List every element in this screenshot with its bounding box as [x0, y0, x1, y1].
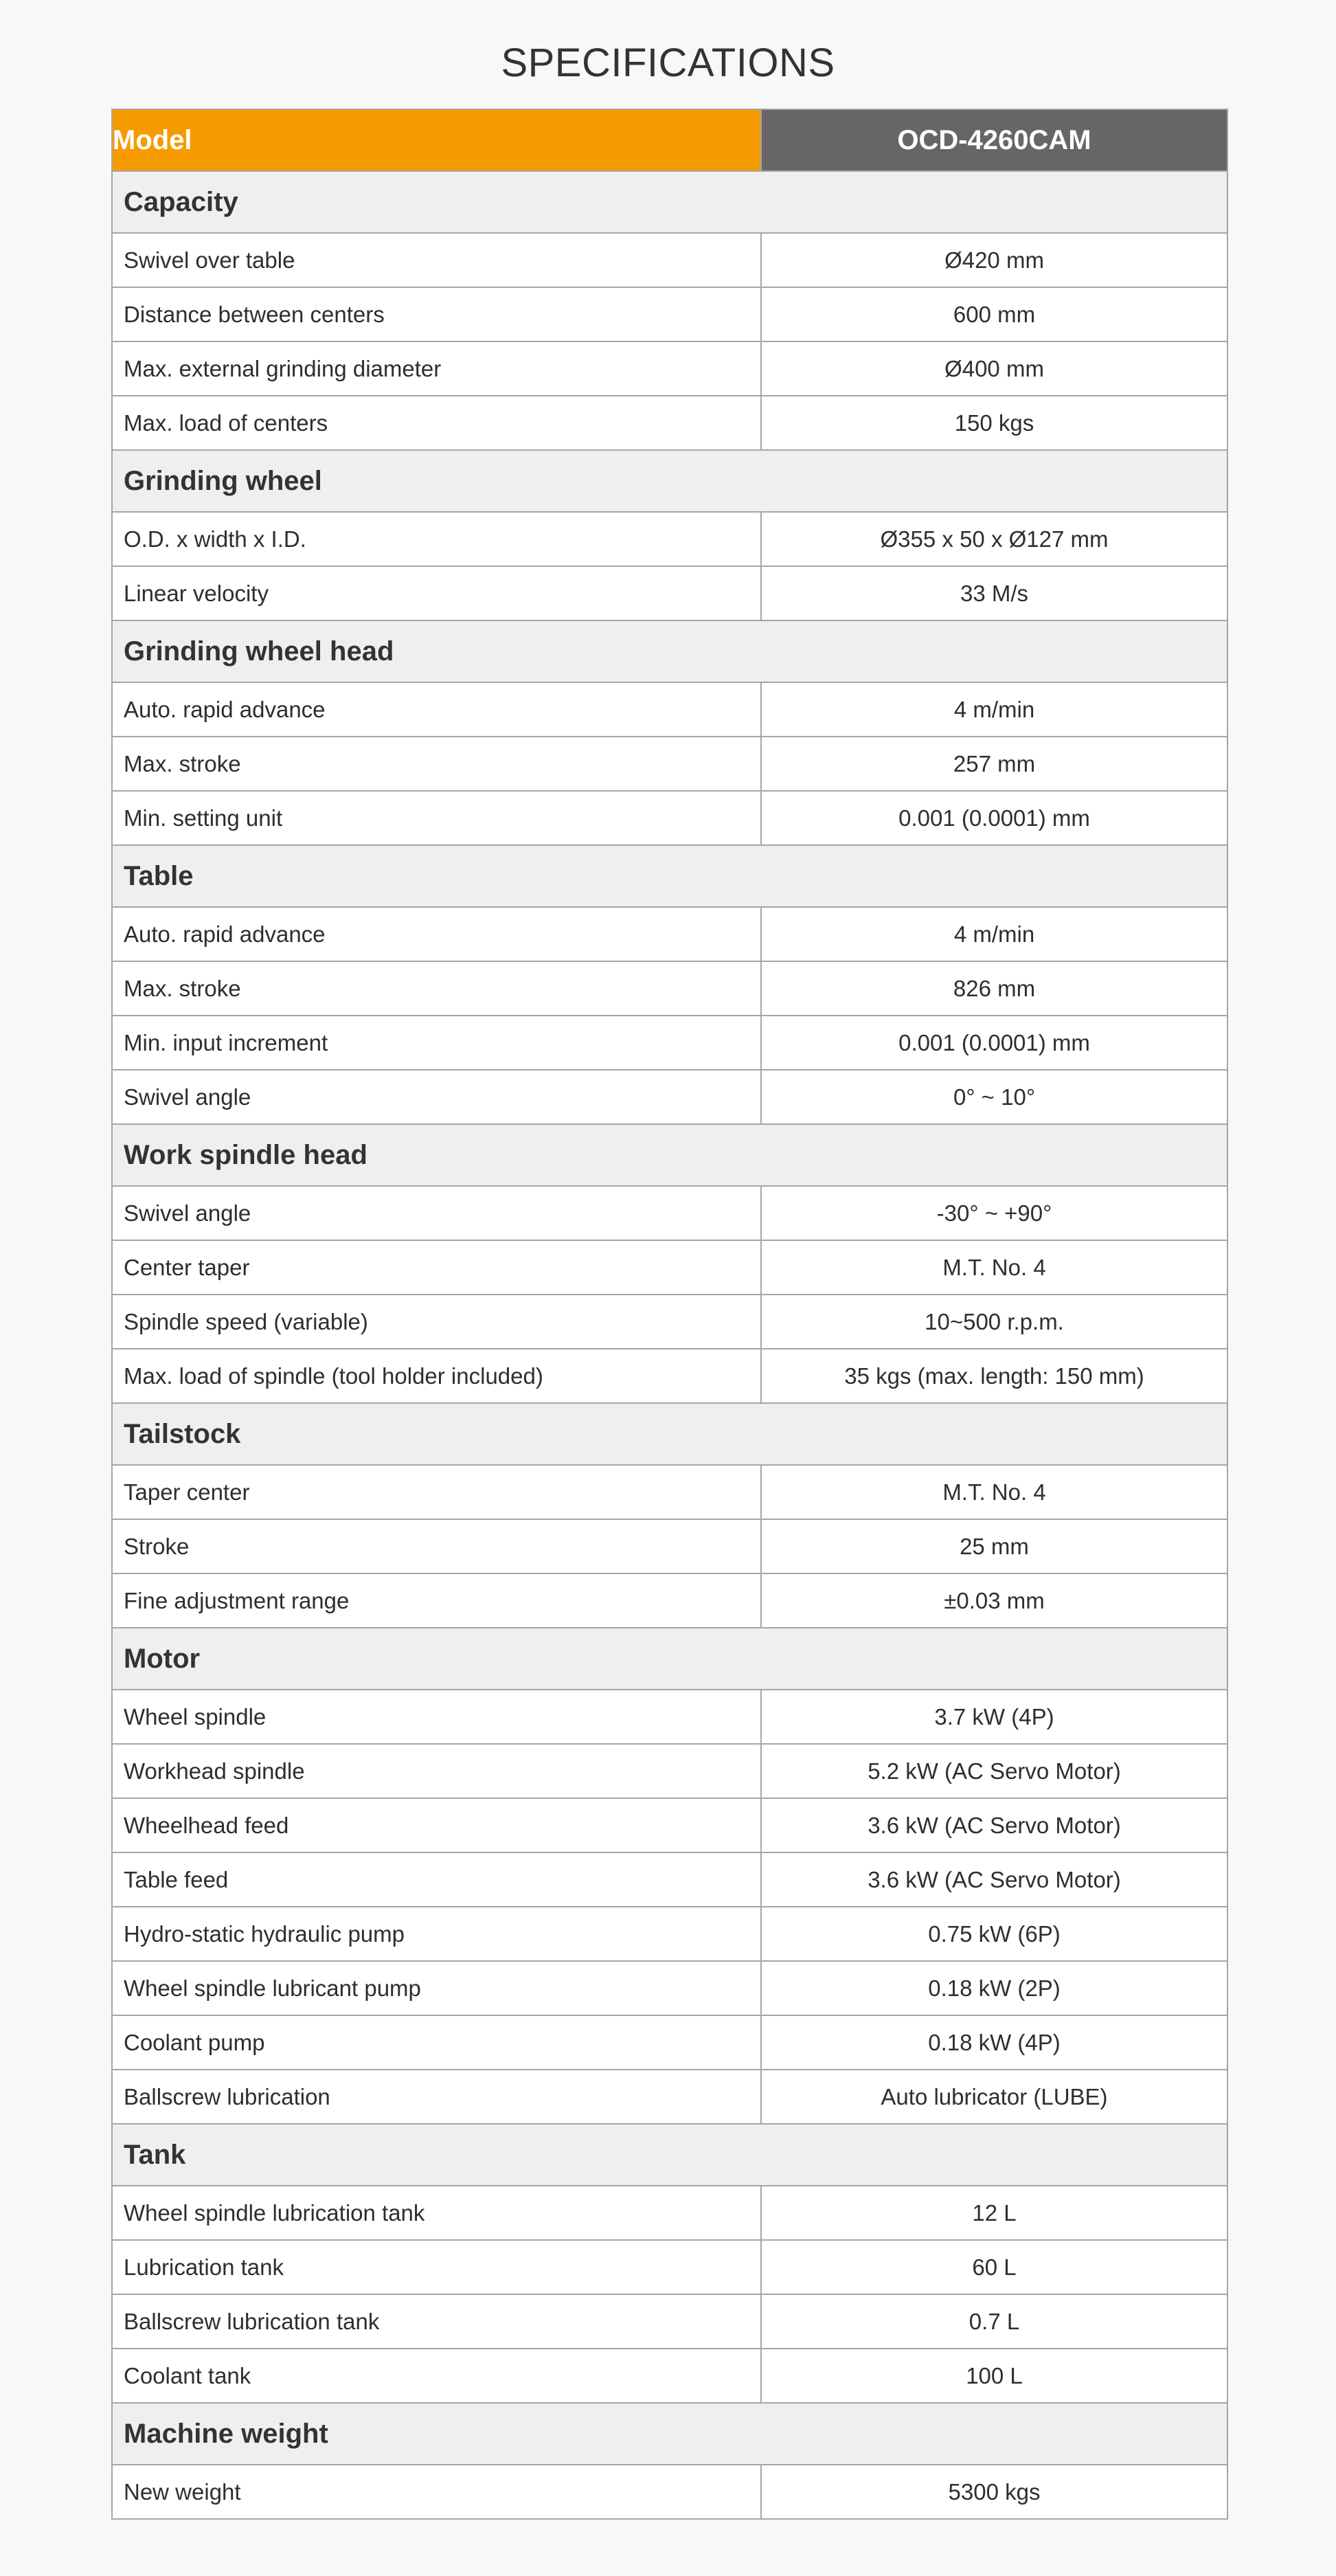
spec-value: 33 M/s — [761, 566, 1227, 620]
table-row — [112, 2465, 1227, 2519]
table-row — [112, 1519, 1227, 1573]
spec-label: Ballscrew lubrication — [112, 2070, 761, 2124]
model-header-row — [112, 109, 1227, 171]
table-row — [112, 396, 1227, 450]
table-row — [112, 566, 1227, 620]
spec-label: Wheelhead feed — [112, 1798, 761, 1852]
table-row — [112, 1016, 1227, 1070]
table-row — [112, 341, 1227, 396]
spec-label: Linear velocity — [112, 566, 761, 620]
section-header-tank — [112, 2124, 1227, 2186]
section-header-motor — [112, 1628, 1227, 1690]
spec-value: 3.6 kW (AC Servo Motor) — [761, 1798, 1227, 1852]
table-row — [112, 1573, 1227, 1628]
spec-value: 5300 kgs — [761, 2465, 1227, 2519]
table-row — [112, 1240, 1227, 1295]
section-header-tailstock — [112, 1403, 1227, 1465]
table-row — [112, 1186, 1227, 1240]
section-title: Grinding wheel head — [112, 620, 1227, 682]
spec-value: 4 m/min — [761, 682, 1227, 737]
spec-label: Coolant pump — [112, 2015, 761, 2070]
table-row — [112, 1852, 1227, 1907]
table-row — [112, 1907, 1227, 1961]
spec-label: Wheel spindle — [112, 1690, 761, 1744]
spec-label: Wheel spindle lubricant pump — [112, 1961, 761, 2015]
spec-label: Spindle speed (variable) — [112, 1295, 761, 1349]
spec-value: 12 L — [761, 2186, 1227, 2240]
spec-label: Max. stroke — [112, 737, 761, 791]
model-value: OCD-4260CAM — [761, 109, 1227, 171]
section-header-machine-weight — [112, 2403, 1227, 2465]
spec-label: Swivel angle — [112, 1186, 761, 1240]
spec-label: Auto. rapid advance — [112, 907, 761, 961]
spec-label: Coolant tank — [112, 2349, 761, 2403]
section-title: Table — [112, 845, 1227, 907]
table-row — [112, 682, 1227, 737]
table-row — [112, 1798, 1227, 1852]
spec-label: Min. input increment — [112, 1016, 761, 1070]
table-row — [112, 1961, 1227, 2015]
table-row — [112, 2015, 1227, 2070]
spec-value: Ø420 mm — [761, 233, 1227, 287]
table-row — [112, 961, 1227, 1016]
spec-label: Ballscrew lubrication tank — [112, 2294, 761, 2349]
spec-value: Ø355 x 50 x Ø127 mm — [761, 512, 1227, 566]
table-row — [112, 907, 1227, 961]
spec-value: 0.7 L — [761, 2294, 1227, 2349]
section-title: Work spindle head — [112, 1124, 1227, 1186]
table-row — [112, 1295, 1227, 1349]
section-title: Grinding wheel — [112, 450, 1227, 512]
section-title: Tailstock — [112, 1403, 1227, 1465]
section-title: Capacity — [112, 171, 1227, 233]
spec-value: 3.7 kW (4P) — [761, 1690, 1227, 1744]
table-row — [112, 1465, 1227, 1519]
section-header-grinding-wheel-head — [112, 620, 1227, 682]
spec-label: Wheel spindle lubrication tank — [112, 2186, 761, 2240]
spec-label: Center taper — [112, 1240, 761, 1295]
spec-value: 100 L — [761, 2349, 1227, 2403]
section-title: Machine weight — [112, 2403, 1227, 2465]
table-row — [112, 233, 1227, 287]
table-row — [112, 2070, 1227, 2124]
spec-label: Min. setting unit — [112, 791, 761, 845]
spec-value: 0.001 (0.0001) mm — [761, 791, 1227, 845]
table-row — [112, 2294, 1227, 2349]
spec-label: Max. load of spindle (tool holder included) — [112, 1349, 761, 1403]
spec-value: 257 mm — [761, 737, 1227, 791]
table-row — [112, 2240, 1227, 2294]
spec-table-body — [112, 171, 1227, 2519]
spec-label: Lubrication tank — [112, 2240, 761, 2294]
spec-label: Max. load of centers — [112, 396, 761, 450]
model-label: Model — [112, 109, 761, 171]
table-row — [112, 512, 1227, 566]
spec-value: 0° ~ 10° — [761, 1070, 1227, 1124]
spec-value: 4 m/min — [761, 907, 1227, 961]
section-header-grinding-wheel — [112, 450, 1227, 512]
spec-value: 0.18 kW (4P) — [761, 2015, 1227, 2070]
spec-label: Max. stroke — [112, 961, 761, 1016]
spec-value: 0.18 kW (2P) — [761, 1961, 1227, 2015]
table-row — [112, 2349, 1227, 2403]
table-row — [112, 737, 1227, 791]
spec-label: Fine adjustment range — [112, 1573, 761, 1628]
spec-label: Swivel over table — [112, 233, 761, 287]
table-row — [112, 287, 1227, 341]
spec-label: Workhead spindle — [112, 1744, 761, 1798]
section-header-table — [112, 845, 1227, 907]
table-row — [112, 791, 1227, 845]
spec-label: Max. external grinding diameter — [112, 341, 761, 396]
spec-label: O.D. x width x I.D. — [112, 512, 761, 566]
spec-label: Hydro-static hydraulic pump — [112, 1907, 761, 1961]
spec-value: 5.2 kW (AC Servo Motor) — [761, 1744, 1227, 1798]
spec-label: Distance between centers — [112, 287, 761, 341]
spec-value: Auto lubricator (LUBE) — [761, 2070, 1227, 2124]
table-row — [112, 1744, 1227, 1798]
spec-label: New weight — [112, 2465, 761, 2519]
spec-value: -30° ~ +90° — [761, 1186, 1227, 1240]
section-header-capacity — [112, 171, 1227, 233]
section-header-work-spindle-head — [112, 1124, 1227, 1186]
spec-label: Stroke — [112, 1519, 761, 1573]
spec-value: M.T. No. 4 — [761, 1240, 1227, 1295]
spec-value: 826 mm — [761, 961, 1227, 1016]
spec-value: ±0.03 mm — [761, 1573, 1227, 1628]
table-row — [112, 2186, 1227, 2240]
spec-label: Taper center — [112, 1465, 761, 1519]
section-title: Motor — [112, 1628, 1227, 1690]
spec-table — [111, 109, 1228, 2520]
table-row — [112, 1070, 1227, 1124]
spec-value: 0.75 kW (6P) — [761, 1907, 1227, 1961]
spec-value: 25 mm — [761, 1519, 1227, 1573]
section-title: Tank — [112, 2124, 1227, 2186]
spec-value: M.T. No. 4 — [761, 1465, 1227, 1519]
table-row — [112, 1349, 1227, 1403]
spec-value: 35 kgs (max. length: 150 mm) — [761, 1349, 1227, 1403]
spec-value: 0.001 (0.0001) mm — [761, 1016, 1227, 1070]
spec-label: Swivel angle — [112, 1070, 761, 1124]
table-row — [112, 1690, 1227, 1744]
spec-value: 150 kgs — [761, 396, 1227, 450]
spec-label: Table feed — [112, 1852, 761, 1907]
spec-value: 60 L — [761, 2240, 1227, 2294]
spec-label: Auto. rapid advance — [112, 682, 761, 737]
spec-value: Ø400 mm — [761, 341, 1227, 396]
spec-value: 10~500 r.p.m. — [761, 1295, 1227, 1349]
page-title: SPECIFICATIONS — [501, 41, 835, 85]
spec-value: 600 mm — [761, 287, 1227, 341]
spec-value: 3.6 kW (AC Servo Motor) — [761, 1852, 1227, 1907]
